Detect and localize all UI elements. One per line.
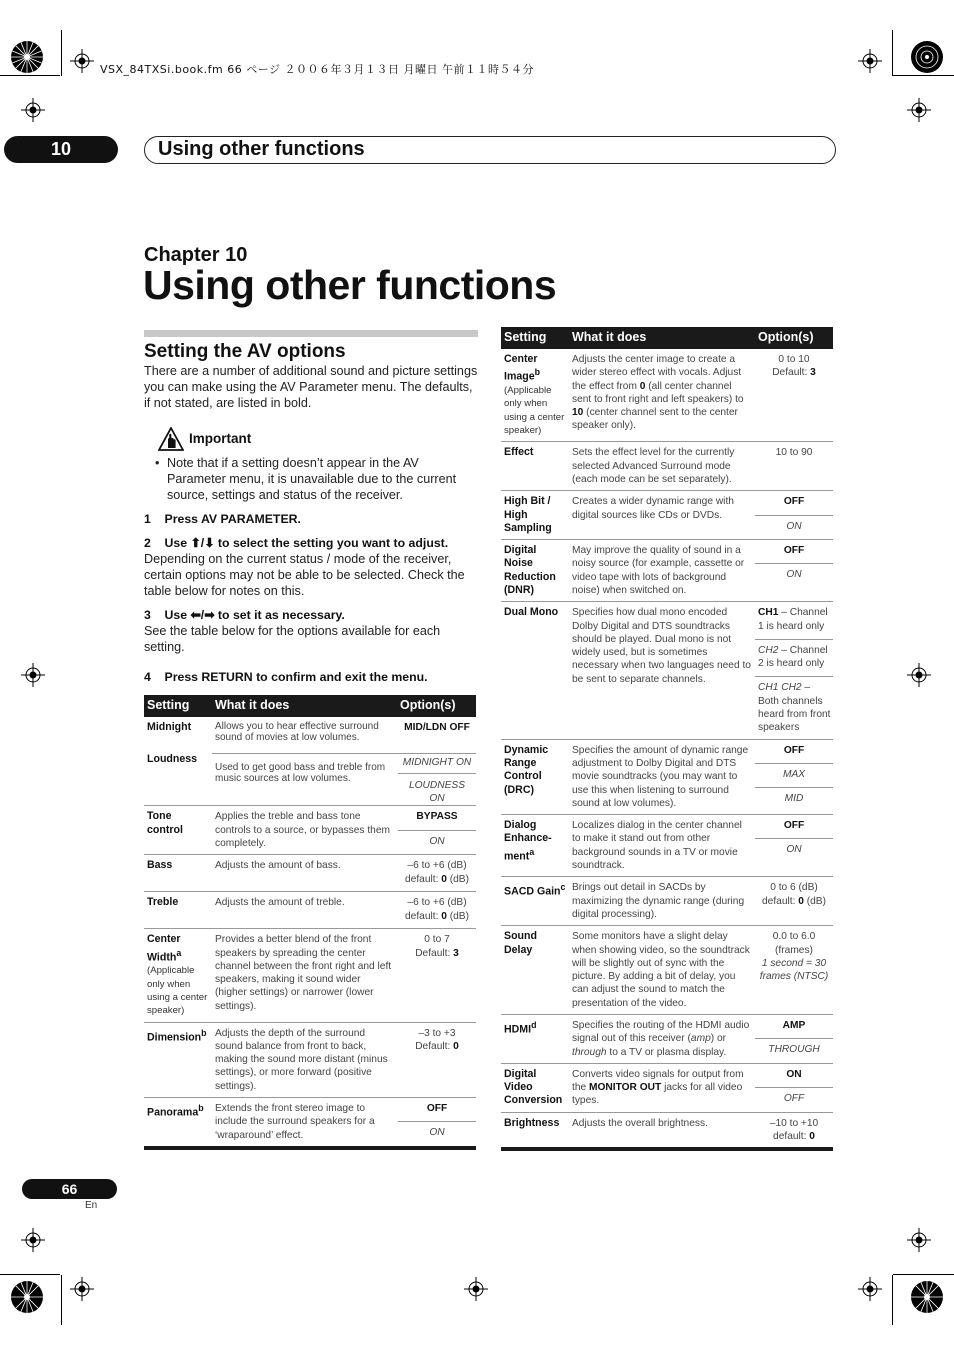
option-text: Default: [415, 1040, 454, 1052]
setting-name [144, 1098, 212, 1148]
option-text: default: [405, 873, 442, 885]
option-value: OFF [783, 744, 805, 756]
desc-bold: 0 [639, 380, 646, 392]
option-default [401, 1040, 473, 1053]
option-value: 0 to 10 [778, 354, 810, 365]
option-values [398, 806, 476, 855]
crosshair-mark-icon [907, 1228, 931, 1252]
setting-description: Creates a wider dynamic range with digital sources like CDs or DVDs. [569, 491, 755, 540]
setting-name-text: Dialog Enhance-ment [504, 819, 552, 863]
page-number: 66 [22, 1179, 117, 1199]
running-header-title: Using other functions [158, 138, 365, 160]
setting-name [501, 877, 569, 926]
col-header-setting: Setting [501, 327, 569, 349]
setting-description [569, 349, 755, 442]
crop-line [892, 1275, 893, 1325]
option-value: OFF [755, 1087, 833, 1105]
footnote-marker: d [531, 1020, 537, 1030]
setting-description: Extends the front stereo image to include the surround speakers for a ‘wraparound’ effect. [215, 1103, 375, 1141]
option-note: 1 second = 30 frames (NTSC) [759, 957, 829, 983]
table-row [501, 877, 833, 926]
table-row [501, 491, 833, 540]
footnote-marker: c [560, 882, 566, 893]
option-value: AMP [782, 1020, 806, 1031]
option-ch2 [755, 639, 833, 671]
crosshair-mark-icon [21, 98, 45, 122]
setting-name: Digital Noise Reduction (DNR) [501, 540, 569, 602]
option-text: (dB) [446, 873, 469, 885]
registration-wheel-icon [910, 40, 944, 74]
crop-line [0, 1274, 60, 1275]
option-values [398, 1098, 476, 1148]
col-header-options: Option(s) [398, 695, 476, 717]
setting-name: Dual Mono [501, 602, 569, 739]
option-values [398, 855, 476, 892]
option-value: ON [755, 563, 833, 581]
setting-name: Midnight [147, 721, 192, 733]
option-value: 10 to 90 [755, 442, 833, 491]
crop-line [893, 75, 954, 76]
chapter-label: Chapter 10 [144, 244, 248, 266]
table-row [501, 442, 833, 491]
option-text: – Channel 2 is heard only [758, 644, 828, 670]
chapter-title: Using other functions [143, 262, 557, 308]
setting-name [501, 815, 569, 877]
table-row [144, 892, 476, 929]
table-row [501, 602, 833, 739]
option-default [401, 873, 473, 886]
footnote-marker: a [529, 846, 535, 857]
step-2-body: Depending on the current status / mode of the receiver, certain options may not be able to be selected. Check the table below for notes on this. [144, 552, 465, 598]
setting-name-text: Panorama [147, 1106, 199, 1119]
option-value: 0 [798, 895, 804, 907]
desc-text: (all center channel sent to front right and left speakers) to [572, 380, 744, 405]
option-value: OFF [783, 820, 805, 832]
crosshair-mark-icon [21, 1228, 45, 1252]
option-text: Default: [415, 947, 454, 959]
desc-text: jacks for all video types. [572, 1082, 743, 1107]
option-text: (dB) [803, 895, 826, 907]
setting-name [144, 929, 212, 1022]
option-values [398, 753, 476, 806]
setting-name-text: SACD Gain [504, 885, 561, 898]
registration-wheel-icon [10, 40, 44, 74]
table-row [144, 753, 476, 806]
option-value: MIDNIGHT ON [398, 754, 476, 774]
setting-description: Adjusts the depth of the surround sound balance from front to back, making the sound more distant (minus settings), or more forward (positive settings). [212, 1022, 398, 1097]
col-header-setting: Setting [144, 695, 212, 717]
setting-description: Allows you to hear effective surround sound of movies at low volumes. [212, 717, 398, 753]
crop-line [892, 30, 893, 76]
setting-name: Brightness [504, 1116, 560, 1129]
option-value: ON [755, 515, 833, 533]
up-down-arrow-icon: ⬆/⬇ [190, 536, 215, 550]
option-value: OFF [783, 545, 805, 557]
table-row [501, 349, 833, 442]
setting-description: Adjusts the amount of bass. [212, 855, 398, 892]
option-values [755, 602, 833, 739]
setting-description: May improve the quality of sound in a noisy source (for example, cassette or video tape with lots of background noise) when switched on. [569, 540, 755, 602]
option-value: 3 [453, 947, 459, 959]
left-right-arrow-icon: ⬅/➡ [190, 608, 215, 622]
desc-italic: amp [690, 1033, 711, 1045]
step-2-text-a: 2 Use [144, 536, 191, 550]
table-row [501, 1063, 833, 1112]
option-value: BYPASS [416, 811, 458, 823]
setting-description: Adjusts the overall brightness. [572, 1117, 708, 1129]
crosshair-mark-icon [70, 1277, 94, 1301]
table-row [144, 1022, 476, 1097]
option-value: MID/LDN OFF [404, 722, 470, 733]
crosshair-mark-icon [464, 1277, 488, 1301]
setting-name-text: HDMI [504, 1023, 532, 1036]
option-values [398, 1022, 476, 1097]
crosshair-mark-icon [70, 49, 94, 73]
option-text: default: [762, 895, 799, 907]
registration-wheel-icon [10, 1280, 44, 1314]
important-note: Note that if a setting doesn’t appear in the AV Parameter menu, it is unavailable due to the current source, settings and status of the receiver. [167, 456, 457, 502]
table-row [501, 739, 833, 814]
setting-description-text: Used to get good bass and treble from music sources at low volumes. [215, 761, 386, 784]
setting-name: Effect [501, 442, 569, 491]
section-title: Setting the AV options [144, 341, 346, 362]
registration-wheel-icon [910, 1280, 944, 1314]
option-default [758, 895, 830, 908]
step-2-text-b: to select the setting you want to adjust. [214, 536, 449, 550]
step-3 [144, 608, 345, 622]
option-value: 0 [441, 910, 447, 922]
setting-name: Bass [144, 855, 212, 892]
desc-text: (center channel sent to the center speaker only). [572, 407, 738, 432]
setting-description [212, 753, 398, 806]
option-value: 0.0 to 6.0 (frames) [772, 931, 816, 956]
table-row [501, 1015, 833, 1064]
option-value: –6 to +6 (dB) [407, 897, 467, 909]
option-ch1 [758, 606, 830, 633]
option-value: 0 [453, 1040, 459, 1052]
table-row [144, 855, 476, 892]
option-text: default: [405, 910, 442, 922]
step-3-body: See the table below for the options available for each setting. [144, 624, 441, 654]
option-value: ON [786, 1068, 802, 1080]
setting-name [501, 349, 569, 442]
desc-text: Adjusts the center image to create a wider stereo effect with vocals. Adjust the effect from [572, 354, 742, 392]
section-rule [144, 330, 478, 337]
option-value: ON [755, 838, 833, 856]
table-header-row [501, 327, 833, 349]
option-ch1-ch2 [755, 676, 833, 734]
desc-italic: through [572, 1046, 607, 1058]
setting-name [501, 1015, 569, 1064]
option-values [755, 1112, 833, 1149]
option-value: THROUGH [755, 1038, 833, 1056]
setting-name-text: Center Image [504, 353, 538, 383]
setting-name-text: Center Width [147, 933, 181, 964]
desc-text: Specifies the routing of the HDMI audio signal out of this receiver ( [572, 1020, 750, 1045]
option-value: OFF [783, 496, 805, 508]
desc-text: to a TV or plasma display. [606, 1046, 727, 1058]
option-default [401, 947, 473, 960]
option-value: 3 [810, 367, 816, 379]
setting-description: Specifies how dual mono encoded Dolby Digital and DTS soundtracks should be played. Dual mono is not widely used, but is sometimes necessary when two languages need to be sent to separate channels. [569, 602, 755, 739]
option-values [755, 540, 833, 602]
option-values [755, 491, 833, 540]
col-header-what: What it does [569, 327, 755, 349]
desc-text: Converts video signals for output from the [572, 1068, 744, 1094]
table-row [501, 1112, 833, 1149]
av-options-table-left [144, 695, 476, 1150]
setting-description: Applies the treble and bass tone controls to a source, or bypasses them completely. [212, 806, 398, 855]
step-1: 1 Press AV PARAMETER. [144, 512, 301, 526]
setting-description: Specifies the amount of dynamic range adjustment to Dolby Digital and DTS movie soundtracks (you may want to use this when listening to surround sound at low volumes). [569, 739, 755, 814]
option-values [755, 877, 833, 926]
option-text: Default: [772, 367, 811, 379]
warning-hand-icon [158, 427, 184, 451]
option-default [758, 1130, 830, 1143]
crop-line [0, 75, 60, 76]
option-value: –3 to +3 [418, 1027, 456, 1039]
footnote-marker: a [176, 947, 182, 958]
step-3-text-a: 3 Use [144, 608, 191, 622]
footnote-marker: b [534, 367, 541, 378]
step-4: 4 Press RETURN to confirm and exit the menu. [144, 670, 428, 684]
option-text: – Channel 1 is heard only [758, 607, 828, 632]
setting-note: (Applicable only when using a center speaker) [147, 965, 208, 1017]
setting-name: Treble [144, 892, 212, 929]
crosshair-mark-icon [907, 663, 931, 687]
setting-name: High Bit / High Sampling [501, 491, 569, 540]
desc-bold: 10 [572, 407, 584, 419]
option-values [755, 349, 833, 442]
option-values [755, 1015, 833, 1064]
col-header-options: Option(s) [755, 327, 833, 349]
table-row [144, 806, 476, 855]
option-values [398, 892, 476, 929]
setting-name: Loudness [144, 753, 212, 806]
option-text: – Both channels heard from front speakers [758, 682, 831, 734]
step-2 [144, 536, 448, 550]
footnote-marker: b [201, 1027, 207, 1038]
setting-name: Digital Video Conversion [501, 1063, 569, 1112]
desc-bold: MONITOR OUT [589, 1082, 662, 1094]
setting-name: Dynamic Range Control (DRC) [501, 739, 569, 814]
crop-line [893, 1274, 954, 1275]
crosshair-mark-icon [858, 1277, 882, 1301]
option-value: CH1 CH2 [758, 682, 802, 694]
setting-name-text: Dimension [147, 1031, 202, 1044]
important-title: Important [189, 431, 252, 446]
option-values [755, 739, 833, 814]
setting-description [569, 1015, 755, 1064]
footnote-marker: b [198, 1103, 204, 1114]
col-header-what: What it does [212, 695, 398, 717]
setting-description: Localizes dialog in the center channel to make it stand out from other background sounds in a TV or movie soundtrack. [569, 815, 755, 877]
option-value: 0 to 6 (dB) [770, 882, 818, 894]
setting-description: Adjusts the amount of treble. [212, 892, 398, 929]
option-default [758, 366, 830, 379]
setting-description [569, 1063, 755, 1112]
table-header-row [144, 695, 476, 717]
option-values [755, 1063, 833, 1112]
setting-description: Sets the effect level for the currently selected Advanced Surround mode (each mode can be set separately). [569, 442, 755, 491]
crosshair-mark-icon [858, 49, 882, 73]
table-row [501, 540, 833, 602]
option-value: ON [398, 1121, 476, 1139]
option-values [755, 815, 833, 877]
setting-description: Brings out detail in SACDs by maximizing the dynamic range (during digital processing). [569, 877, 755, 926]
table-row [144, 929, 476, 1022]
setting-description: Provides a better blend of the front speakers by spreading the center channel between the front right and left speakers, making it sound wider (higher settings) or narrower (lower settings). [212, 929, 398, 1022]
table-row [501, 815, 833, 877]
language-code: En [85, 1200, 98, 1211]
option-value: –10 to +10 [769, 1117, 819, 1129]
option-value: CH1 [758, 607, 779, 619]
option-value: 0 [809, 1131, 815, 1143]
av-options-table-right [501, 327, 833, 1151]
option-value: ON [398, 830, 476, 848]
crop-line [61, 1275, 62, 1325]
intro-paragraph: There are a number of additional sound and picture settings you can make using the AV Parameter menu. The defaults, if not stated, are listed in bold. [144, 364, 478, 410]
option-value: –6 to +6 (dB) [407, 860, 467, 872]
table-row [501, 926, 833, 1015]
table-row [144, 717, 476, 753]
option-value: MAX [755, 763, 833, 781]
running-header [144, 136, 836, 164]
option-value: OFF [426, 1103, 448, 1115]
crosshair-mark-icon [907, 98, 931, 122]
setting-name: Sound Delay [501, 926, 569, 1015]
option-value: 0 to 7 [424, 934, 450, 946]
setting-description: Some monitors have a slight delay when showing video, so the soundtrack will be slightly out of sync with the picture. By adding a bit of delay, you can adjust the sound to match the presentation of the video. [569, 926, 755, 1015]
bullet-icon: • [155, 456, 160, 470]
setting-name [144, 1022, 212, 1097]
option-values [398, 929, 476, 1022]
option-default [398, 717, 476, 753]
table-row [144, 1098, 476, 1148]
desc-text: ) or [710, 1033, 727, 1045]
option-value: 0 [441, 873, 447, 885]
crosshair-mark-icon [21, 663, 45, 687]
file-info: VSX_84TXSi.book.fm 66 ページ ２００６年３月１３日 月曜日 午前１１時５４分 [100, 63, 534, 76]
option-values [755, 926, 833, 1015]
option-text: default: [773, 1131, 810, 1143]
step-3-text-b: to set it as necessary. [214, 608, 345, 622]
setting-note: (Applicable only when using a center speaker) [504, 385, 565, 437]
setting-name: Tone control [144, 806, 212, 855]
chapter-number-tab: 10 [4, 136, 118, 163]
option-default [401, 910, 473, 923]
option-value: MID [755, 787, 833, 805]
option-value: LOUDNESS ON [408, 779, 466, 805]
crop-line [61, 30, 62, 76]
option-value: CH2 [758, 644, 779, 656]
option-text: (dB) [446, 910, 469, 922]
